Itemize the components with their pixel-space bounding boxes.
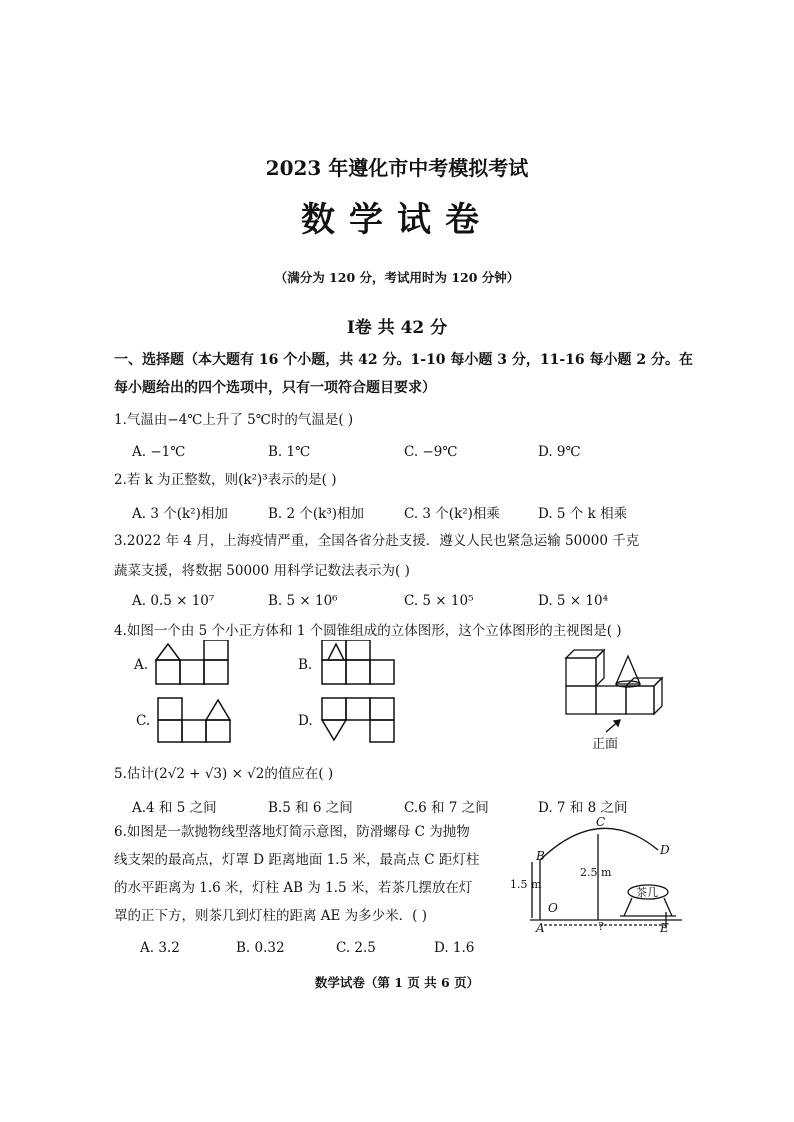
q4-option-d: D. bbox=[298, 713, 313, 729]
q2-option-b: B. 2 个(k³)相加 bbox=[268, 506, 365, 522]
q4-option-b: B. bbox=[298, 657, 313, 673]
question-6-stem-2: 线支架的最高点，灯罩 D 距离地面 1.5 米，最高点 C 距灯柱 bbox=[114, 852, 480, 868]
q4-option-a: A. bbox=[134, 657, 149, 673]
subject-title: 数学试卷 bbox=[301, 200, 493, 240]
q4-solid-figure bbox=[556, 644, 666, 754]
q4-figure-c bbox=[156, 696, 240, 748]
q6-option-c: C. 2.5 bbox=[336, 940, 376, 956]
label-tea-table: 茶几 bbox=[636, 886, 658, 899]
page-footer: 数学试卷（第 1 页 共 6 页） bbox=[314, 975, 480, 990]
q6-option-b: B. 0.32 bbox=[236, 940, 285, 956]
q4-front-label: 正面 bbox=[592, 737, 619, 752]
question-6-stem-3: 的水平距离为 1.6 米，灯柱 AB 为 1.5 米，若茶几摆放在灯 bbox=[114, 880, 473, 896]
q1-option-b: B. 1℃ bbox=[268, 444, 311, 460]
label-a: A bbox=[536, 921, 545, 934]
q6-option-a: A. 3.2 bbox=[140, 940, 180, 956]
q3-option-b: B. 5 × 10⁶ bbox=[268, 593, 338, 609]
question-3-stem: 3.2022 年 4 月，上海疫情严重，全国各省分赴支援．遵义人民也紧急运输 50000 千克 bbox=[114, 533, 640, 549]
label-o: O bbox=[548, 901, 558, 915]
question-4-stem: 4.如图一个由 5 个小正方体和 1 个圆锥组成的立体图形，这个立体图形的主视图是( ) bbox=[114, 623, 622, 639]
section-instructions-line2: 每小题给出的四个选项中，只有一项符合题目要求） bbox=[114, 380, 436, 396]
question-6-stem: 6.如图是一款抛物线型落地灯简示意图，防滑螺母 C 为抛物 bbox=[114, 824, 470, 840]
section-instructions-line1: 一、选择题（本大题有 16 个小题，共 42 分。1-10 每小题 3 分，11-16 每小题 2 分。在 bbox=[114, 352, 693, 368]
question-1-stem: 1.气温由−4℃上升了 5℃时的气温是( ) bbox=[114, 412, 354, 428]
q4-figure-d bbox=[318, 696, 402, 748]
question-6-stem-4: 罩的正下方，则茶几到灯柱的距离 AE 为多少米．( ) bbox=[114, 908, 428, 924]
q5-option-d: D. 7 和 8 之间 bbox=[538, 800, 628, 816]
q3-option-d: D. 5 × 10⁴ bbox=[538, 593, 608, 609]
q2-option-a: A. 3 个(k²)相加 bbox=[132, 506, 228, 522]
q3-option-c: C. 5 × 10⁵ bbox=[404, 593, 474, 609]
q2-option-c: C. 3 个(k²)相乘 bbox=[404, 506, 500, 522]
q1-option-d: D. 9℃ bbox=[538, 444, 581, 460]
q4-figure-a bbox=[152, 640, 236, 692]
exam-note: （满分为 120 分，考试用时为 120 分钟） bbox=[274, 270, 520, 285]
q5-option-b: B.5 和 6 之间 bbox=[268, 800, 353, 816]
label-b: B bbox=[536, 849, 545, 863]
label-unknown: ? bbox=[598, 920, 604, 933]
q1-option-a: A. −1℃ bbox=[132, 444, 186, 460]
label-2-5m: 2.5 m bbox=[580, 866, 612, 879]
exam-title: 2023 年遵化市中考模拟考试 bbox=[265, 156, 529, 180]
label-e: E bbox=[660, 921, 669, 934]
q1-option-c: C. −9℃ bbox=[404, 444, 458, 460]
label-c: C bbox=[596, 815, 606, 829]
label-1-5m: 1.5 m bbox=[510, 878, 542, 891]
label-d: D bbox=[660, 843, 670, 857]
q5-option-c: C.6 和 7 之间 bbox=[404, 800, 489, 816]
question-2-stem: 2.若 k 为正整数，则(k²)³表示的是( ) bbox=[114, 472, 337, 488]
q6-lamp-figure bbox=[510, 812, 690, 934]
q2-option-d: D. 5 个 k 相乘 bbox=[538, 506, 628, 522]
q3-option-a: A. 0.5 × 10⁷ bbox=[132, 593, 215, 609]
q5-option-a: A.4 和 5 之间 bbox=[132, 800, 217, 816]
question-3-stem-cont: 蔬菜支援，将数据 50000 用科学记数法表示为( ) bbox=[114, 563, 410, 579]
q6-option-d: D. 1.6 bbox=[434, 940, 475, 956]
part-heading: Ⅰ卷 共 42 分 bbox=[346, 318, 448, 338]
question-5-stem: 5.估计(2√2 + √3) × √2的值应在( ) bbox=[114, 766, 334, 782]
q4-option-c: C. bbox=[136, 713, 151, 729]
q4-figure-b bbox=[318, 640, 402, 692]
